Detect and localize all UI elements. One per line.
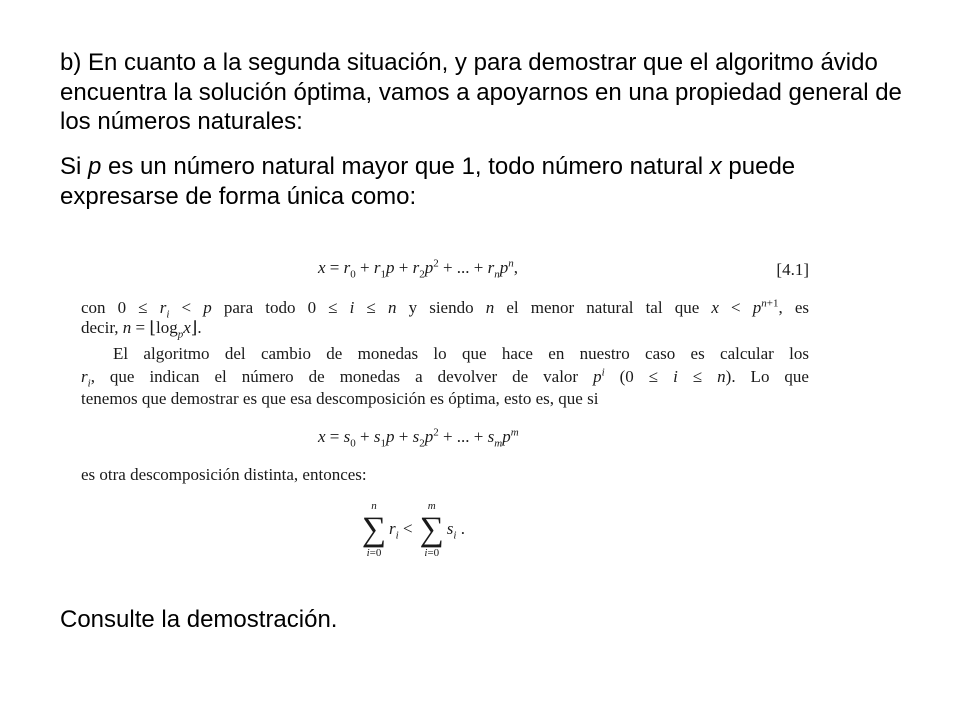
text-line-4: $r_i$, que indican el número de monedas a devolver de valor $p^i$ (0 ≤ i ≤ n). Lo que: [81, 366, 809, 390]
closing-paragraph: Consulte la demostración.: [60, 606, 338, 633]
property-paragraph: [60, 152, 920, 211]
variable-x: x: [709, 153, 722, 180]
variable-p: p: [88, 153, 102, 180]
text-segment: Si: [60, 153, 89, 180]
text-line-5: tenemos que demostrar es que esa descomposición es óptima, esto es, que si: [81, 389, 599, 408]
intro-paragraph: b) En cuanto a la segunda situación, y para demostrar que el algoritmo ávido encuentra la solución óptima, vamos a apoyarnos en una propiedad general de los números naturales:: [60, 49, 902, 135]
text-line-1: con $0 \le r_i < p$ para todo 0 ≤ i ≤ n y siendo n el menor natural tal que $x < p^{n+1}$, es: [81, 297, 809, 321]
sum-symbol-r: n ∑ i=0: [361, 500, 387, 559]
equation-sum-inequality: n ∑ i=0 $r_i$ < m ∑ i=0 $s_i$ .: [359, 500, 465, 560]
equation-4-1: $x = r_0 + r_1p + r_2p^2$ + ... + $r_np^n$,: [318, 257, 519, 281]
text-segment: puede expresarse de forma única como:: [60, 153, 796, 210]
equation-alt-decomposition: $x = s_0 + s_1p + s_2p^2$ + ... + $s_mp^m$: [318, 426, 519, 450]
text-line-3: El algoritmo del cambio de monedas lo que hace en nuestro caso es calcular los: [113, 344, 809, 363]
sum-symbol-s: m ∑ i=0: [419, 500, 444, 559]
equation-number: [4.1]: [776, 260, 809, 279]
text-line-6: es otra descomposición distinta, entonces:: [81, 465, 367, 484]
scanned-excerpt: [81, 250, 809, 570]
text-line-2: decir, $n = ⌊\log_px⌋$.: [81, 318, 202, 341]
text-segment: es un número natural mayor que 1, todo número natural: [101, 153, 710, 180]
